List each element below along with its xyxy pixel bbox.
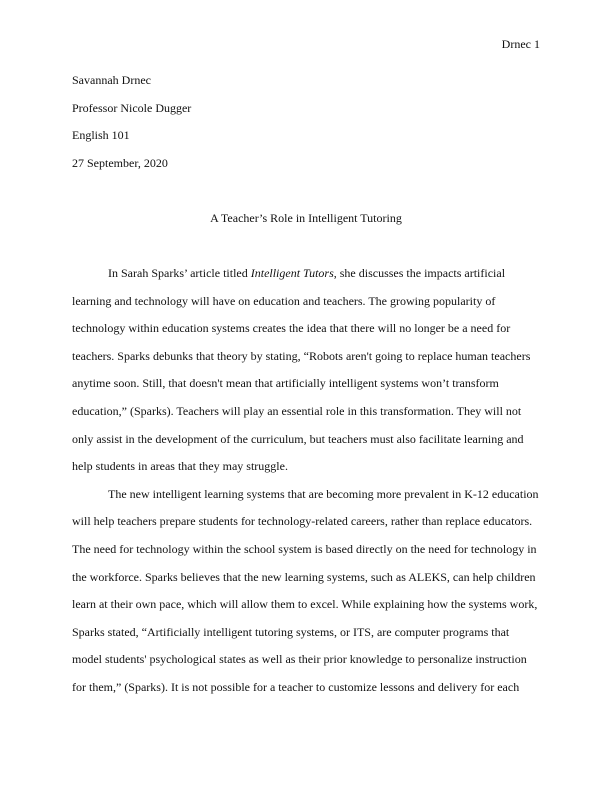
paragraph-line: teachers. Sparks debunks that theory by stating, “Robots aren't going to replace human teachers [72,348,531,363]
date: 27 September, 2020 [72,155,168,170]
paragraph-1 [72,265,540,486]
essay-title: A Teacher’s Role in Intelligent Tutoring [210,211,402,225]
text-segment: In Sarah Sparks’ article titled [108,266,251,280]
paragraph-line: anytime soon. Still, that doesn't mean that artificially intelligent systems won’t transform [72,376,499,391]
essay-body [72,265,540,707]
paragraph-line: model students' psychological states as well as their prior knowledge to personalize instruction [72,652,527,667]
paragraph-line: the workforce. Sparks believes that the new learning systems, such as ALEKS, can help children [72,569,536,584]
article-title: Intelligent Tutors [250,266,334,280]
paragraph-line: only assist in the development of the curriculum, but teachers must also facilitate learning and [72,431,524,446]
professor-name: Professor Nicole Dugger [72,100,192,115]
course-name: English 101 [72,128,130,143]
paragraph-line: learning and technology will have on education and teachers. The growing popularity of [72,293,496,308]
mla-heading [72,72,540,182]
text-segment: , she discusses the impacts artificial [333,266,506,280]
paragraph-line: for them,” (Sparks). It is not possible for a teacher to customize lessons and delivery for each [72,679,520,694]
paragraph-line: learn at their own pace, which will allow them to excel. While explaining how the systems work, [72,597,538,612]
running-head: Drnec 1 [501,37,540,51]
paragraph-line: The need for technology within the school system is based directly on the need for technology in [72,541,537,556]
paragraph-line: help students in areas that they may struggle. [72,459,288,474]
paragraph-line: education,” (Sparks). Teachers will play an essential role in this transformation. They will not [72,403,522,418]
paragraph-line: technology within education systems creates the idea that there will no longer be a need for [72,321,511,336]
paragraph-line: Sparks stated, “Artificially intelligent tutoring systems, or ITS, are computer programs that [72,624,510,639]
paragraph-2 [72,486,540,707]
student-name: Savannah Drnec [72,73,151,87]
paragraph-line: The new intelligent learning systems that are becoming more prevalent in K-12 education [108,486,539,501]
paragraph-line [72,265,540,293]
paragraph-line: will help teachers prepare students for technology-related careers, rather than replace educators. [72,514,533,529]
